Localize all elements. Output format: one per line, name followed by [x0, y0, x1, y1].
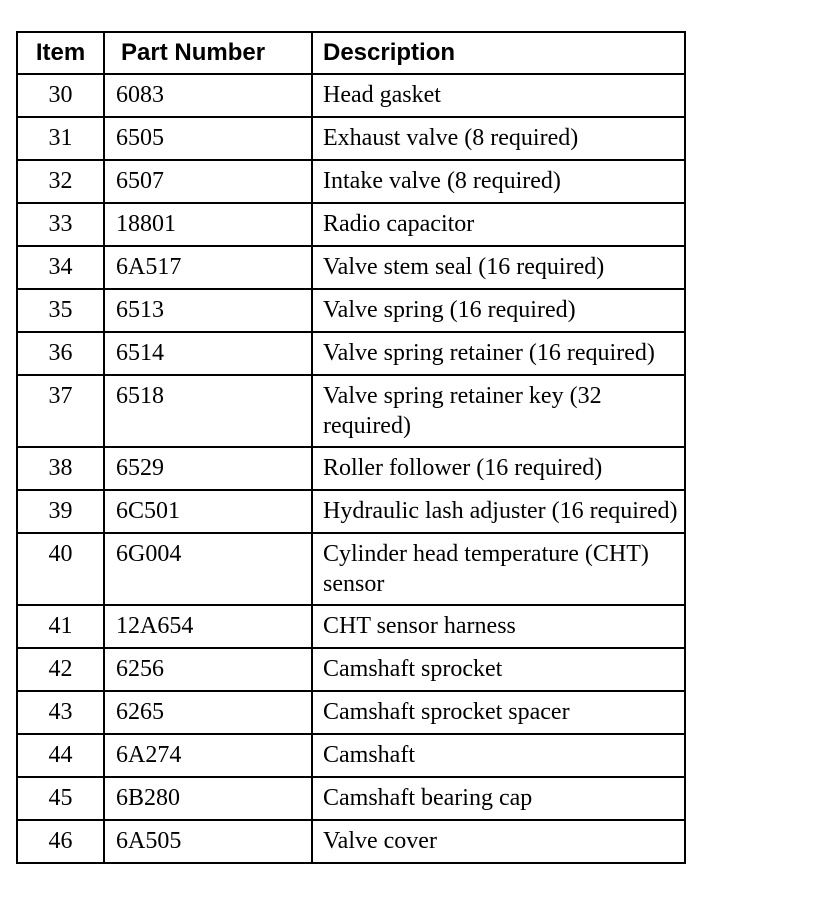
- part-number-cell: 6514: [104, 332, 312, 375]
- column-header-item: Item: [17, 32, 104, 74]
- table-row: [17, 74, 685, 117]
- table-row: [17, 332, 685, 375]
- description-cell: Valve spring retainer key (32 required): [312, 375, 685, 447]
- description-cell: Camshaft sprocket: [312, 648, 685, 691]
- table-row: [17, 777, 685, 820]
- part-number-cell: 12A654: [104, 605, 312, 648]
- column-header-part-number: Part Number: [104, 32, 312, 74]
- part-number-cell: 6C501: [104, 490, 312, 533]
- part-number-cell: 6A505: [104, 820, 312, 863]
- part-number-cell: 6505: [104, 117, 312, 160]
- table-row: [17, 246, 685, 289]
- item-cell: 31: [17, 117, 104, 160]
- part-number-cell: 18801: [104, 203, 312, 246]
- description-cell: Radio capacitor: [312, 203, 685, 246]
- table-body: [17, 74, 685, 863]
- table-row: [17, 375, 685, 447]
- part-number-cell: 6A517: [104, 246, 312, 289]
- description-cell: Camshaft sprocket spacer: [312, 691, 685, 734]
- table-row: [17, 820, 685, 863]
- description-cell: Camshaft bearing cap: [312, 777, 685, 820]
- table-row: [17, 203, 685, 246]
- header-row: [17, 32, 685, 74]
- description-cell: Valve spring (16 required): [312, 289, 685, 332]
- description-cell: CHT sensor harness: [312, 605, 685, 648]
- table-row: [17, 648, 685, 691]
- item-cell: 42: [17, 648, 104, 691]
- part-number-cell: 6265: [104, 691, 312, 734]
- description-cell: Head gasket: [312, 74, 685, 117]
- table-row: [17, 734, 685, 777]
- part-number-cell: 6513: [104, 289, 312, 332]
- description-cell: Valve spring retainer (16 required): [312, 332, 685, 375]
- item-cell: 39: [17, 490, 104, 533]
- parts-table: [16, 31, 686, 864]
- item-cell: 37: [17, 375, 104, 447]
- part-number-cell: 6507: [104, 160, 312, 203]
- table-row: [17, 533, 685, 605]
- table-row: [17, 160, 685, 203]
- table-row: [17, 289, 685, 332]
- table-row: [17, 691, 685, 734]
- item-cell: 36: [17, 332, 104, 375]
- item-cell: 44: [17, 734, 104, 777]
- table-row: [17, 447, 685, 490]
- part-number-cell: 6B280: [104, 777, 312, 820]
- column-header-description: Description: [312, 32, 685, 74]
- table-header: [17, 32, 685, 74]
- description-cell: Roller follower (16 required): [312, 447, 685, 490]
- part-number-cell: 6083: [104, 74, 312, 117]
- item-cell: 40: [17, 533, 104, 605]
- part-number-cell: 6256: [104, 648, 312, 691]
- description-cell: Cylinder head temperature (CHT) sensor: [312, 533, 685, 605]
- description-cell: Camshaft: [312, 734, 685, 777]
- item-cell: 41: [17, 605, 104, 648]
- part-number-cell: 6529: [104, 447, 312, 490]
- description-cell: Exhaust valve (8 required): [312, 117, 685, 160]
- part-number-cell: 6G004: [104, 533, 312, 605]
- description-cell: Valve cover: [312, 820, 685, 863]
- description-cell: Hydraulic lash adjuster (16 required): [312, 490, 685, 533]
- part-number-cell: 6518: [104, 375, 312, 447]
- item-cell: 35: [17, 289, 104, 332]
- item-cell: 38: [17, 447, 104, 490]
- item-cell: 34: [17, 246, 104, 289]
- table-row: [17, 490, 685, 533]
- item-cell: 45: [17, 777, 104, 820]
- item-cell: 43: [17, 691, 104, 734]
- item-cell: 30: [17, 74, 104, 117]
- table-row: [17, 117, 685, 160]
- item-cell: 32: [17, 160, 104, 203]
- part-number-cell: 6A274: [104, 734, 312, 777]
- description-cell: Valve stem seal (16 required): [312, 246, 685, 289]
- table-row: [17, 605, 685, 648]
- description-cell: Intake valve (8 required): [312, 160, 685, 203]
- item-cell: 33: [17, 203, 104, 246]
- item-cell: 46: [17, 820, 104, 863]
